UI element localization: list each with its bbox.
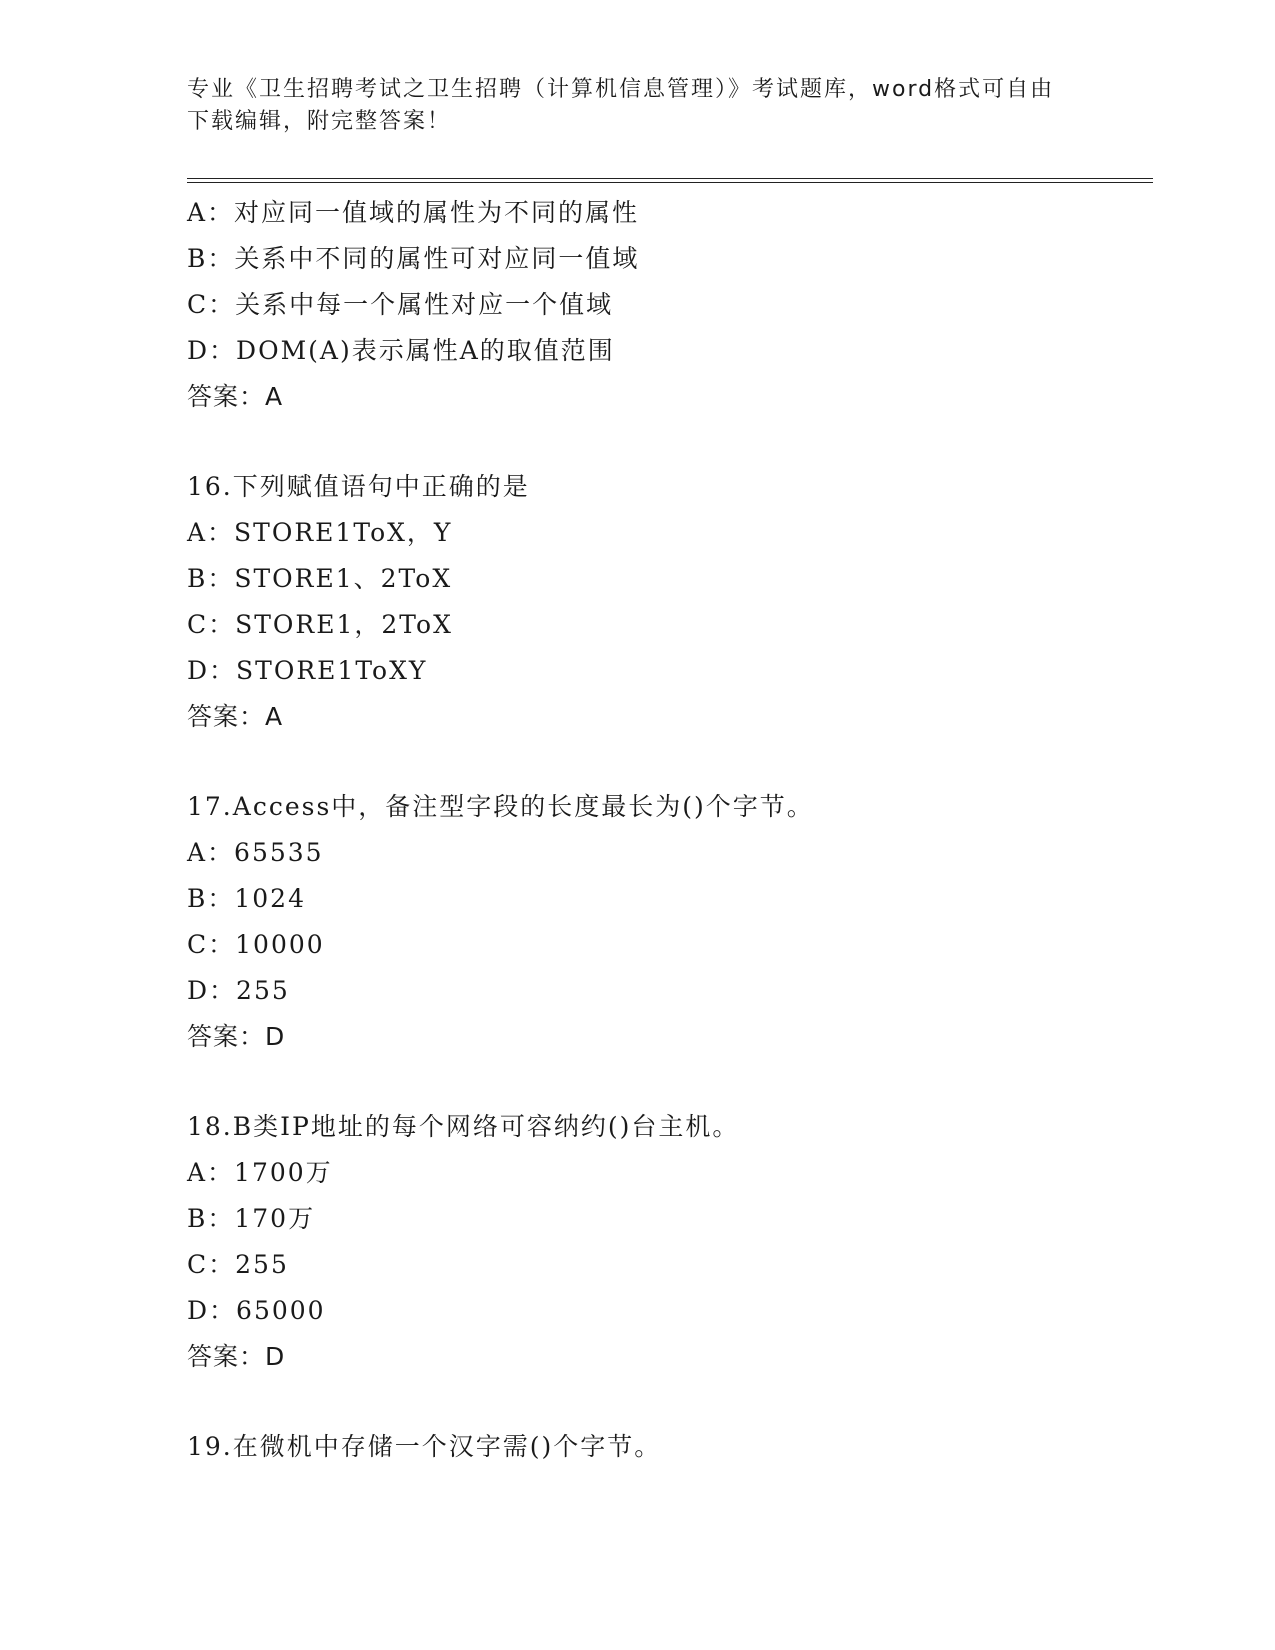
question-block-18 — [187, 1104, 1153, 1380]
option-c: C：10000 — [187, 930, 325, 959]
option-a: A：对应同一值域的属性为不同的属性 — [187, 198, 640, 227]
answer-text: 答案：D — [187, 1342, 286, 1371]
question-text: 16.下列赋值语句中正确的是 — [187, 472, 530, 501]
option-b: B：1024 — [187, 884, 306, 913]
option-b: B：STORE1、2ToX — [187, 564, 453, 593]
option-a: A：1700万 — [187, 1158, 333, 1187]
answer-text: 答案：A — [187, 382, 284, 411]
option-b: B：170万 — [187, 1204, 316, 1233]
option-a: A：65535 — [187, 838, 324, 867]
document-header: 专业《卫生招聘考试之卫生招聘（计算机信息管理）》考试题库，word格式可自由下载编辑，附完整答案！ — [187, 77, 1055, 134]
option-c: C：STORE1，2ToX — [187, 610, 453, 639]
question-text: 19.在微机中存储一个汉字需()个字节。 — [187, 1432, 662, 1461]
option-c: C：255 — [187, 1250, 289, 1279]
question-block-15 — [187, 190, 1153, 420]
option-d: D：DOM(A)表示属性A的取值范围 — [187, 336, 615, 365]
question-list — [187, 190, 1153, 1470]
option-d: D：255 — [187, 976, 290, 1005]
answer-text: 答案：A — [187, 702, 284, 731]
question-block-19 — [187, 1424, 1153, 1470]
option-a: A：STORE1ToX，Y — [187, 518, 453, 547]
option-b: B：关系中不同的属性可对应同一值域 — [187, 244, 640, 273]
option-d: D：STORE1ToXY — [187, 656, 428, 685]
option-c: C：关系中每一个属性对应一个值域 — [187, 290, 614, 319]
question-block-17 — [187, 784, 1153, 1060]
header-divider — [187, 178, 1153, 183]
question-text: 17.Access中，备注型字段的长度最长为()个字节。 — [187, 792, 814, 821]
question-text: 18.B类IP地址的每个网络可容纳约()台主机。 — [187, 1112, 740, 1141]
answer-text: 答案：D — [187, 1022, 286, 1051]
option-d: D：65000 — [187, 1296, 326, 1325]
question-block-16 — [187, 464, 1153, 740]
